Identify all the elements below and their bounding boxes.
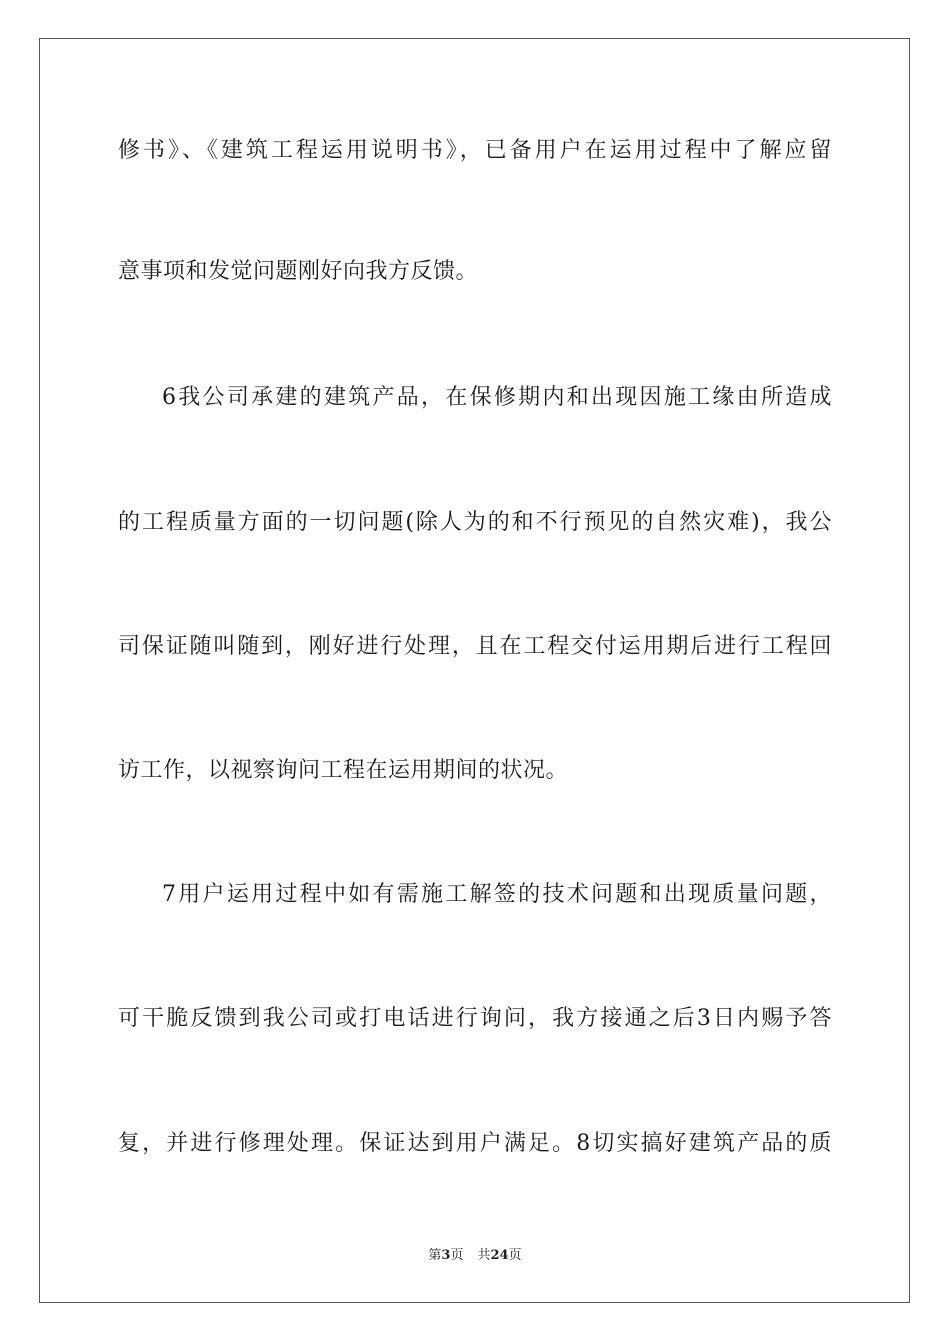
- paragraph-line: 6我公司承建的建筑产品，在保修期内和出现因施工缘由所造成: [162, 385, 832, 410]
- page-number: 第3页: [428, 1248, 464, 1263]
- paragraph-line: 可干脆反馈到我公司或打电话进行询问，我方接通之后3日内赐予答: [118, 1006, 832, 1031]
- page-frame: [39, 38, 910, 1303]
- page-footer: [0, 1244, 950, 1263]
- paragraph-line: 修书》、《建筑工程运用说明书》，已备用户在运用过程中了解应留: [118, 138, 832, 163]
- page-total: 共24页: [477, 1248, 522, 1263]
- paragraph-line: 司保证随叫随到，刚好进行处理，且在工程交付运用期后进行工程回: [118, 634, 832, 659]
- paragraph-line: 意事项和发觉问题刚好向我方反馈。: [118, 259, 479, 284]
- paragraph-line: 的工程质量方面的一切问题(除人为的和不行预见的自然灾难)，我公: [118, 510, 832, 535]
- paragraph-line: 复，并进行修理处理。保证达到用户满足。8切实搞好建筑产品的质: [118, 1131, 832, 1156]
- paragraph-line: 7用户运用过程中如有需施工解签的技术问题和出现质量问题，: [162, 882, 832, 907]
- paragraph-line: 访工作，以视察询问工程在运用期间的状况。: [118, 758, 569, 783]
